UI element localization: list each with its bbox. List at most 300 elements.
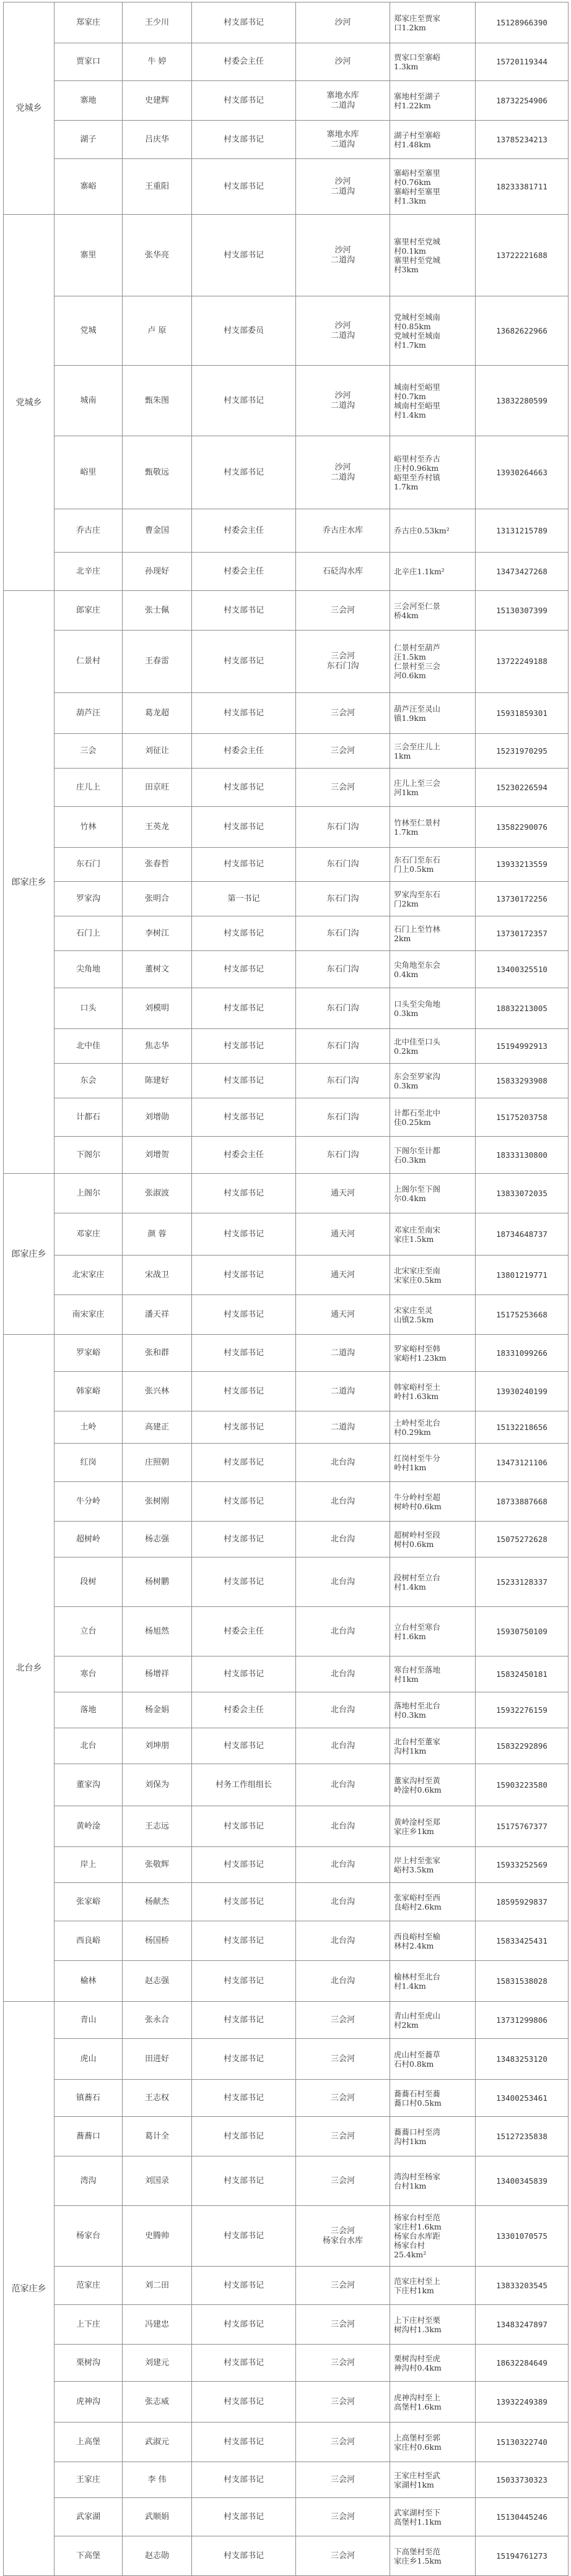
role-cell: 村支部书记 <box>192 1883 296 1921</box>
table-row <box>4 2423 569 2462</box>
village-cell: 湾沟 <box>54 2156 123 2206</box>
table-row <box>4 1656 569 1692</box>
river-cell: 通天河 <box>296 1256 390 1295</box>
river-cell: 沙河 二道沟 <box>296 436 390 509</box>
person-name-cell: 张敬辉 <box>123 1847 192 1883</box>
village-cell: 范家庄 <box>54 2267 123 2305</box>
river-cell: 三会河 <box>296 2382 390 2423</box>
phone-cell: 15130307399 <box>476 591 569 631</box>
table-row <box>4 1335 569 1372</box>
river-cell: 沙河 二道沟 <box>296 366 390 436</box>
role-cell: 村支部书记 <box>192 1806 296 1847</box>
role-cell: 村支部书记 <box>192 1656 296 1692</box>
table-row <box>4 693 569 734</box>
table-row <box>4 159 569 215</box>
route-cell: 计都石至北中 佳0.25km <box>390 1098 476 1137</box>
river-cell: 三会河 <box>296 2117 390 2156</box>
route-cell: 城南村至峪里 村0.7km 城南村至峪里 村1.4km <box>390 366 476 436</box>
role-cell: 村委会主任 <box>192 509 296 553</box>
route-cell: 牛分岭村至超 树岭村0.6km <box>390 1482 476 1522</box>
river-cell: 东石门沟 <box>296 848 390 882</box>
table-row <box>4 1728 569 1764</box>
river-cell: 三会河 <box>296 2039 390 2080</box>
role-cell: 村支部书记 <box>192 2206 296 2267</box>
person-name-cell: 张和群 <box>123 1335 192 1372</box>
river-cell: 北台沟 <box>296 1607 390 1656</box>
role-cell: 村支部书记 <box>192 1921 296 1961</box>
phone-cell: 15127235838 <box>476 2117 569 2156</box>
village-cell: 峪里 <box>54 436 123 509</box>
phone-cell: 15194761273 <box>476 2536 569 2576</box>
person-name-cell: 张树刚 <box>123 1482 192 1522</box>
table-row <box>4 807 569 848</box>
person-name-cell: 王春雷 <box>123 631 192 693</box>
route-cell: 乔古庄0.53km² <box>390 509 476 553</box>
role-cell: 村支部书记 <box>192 2462 296 2498</box>
village-cell: 牛分岭 <box>54 1482 123 1522</box>
person-name-cell: 李树江 <box>123 916 192 951</box>
town-cell: 范家庄乡 <box>4 2002 54 2576</box>
phone-cell: 13301070575 <box>476 2206 569 2267</box>
phone-cell: 18333130800 <box>476 1137 569 1174</box>
table-row <box>4 1372 569 1411</box>
phone-cell: 13400325510 <box>476 951 569 988</box>
table-row <box>4 1921 569 1961</box>
role-cell: 村支部书记 <box>192 1444 296 1482</box>
table-row <box>4 734 569 769</box>
table-row <box>4 882 569 916</box>
village-cell: 北辛庄 <box>54 553 123 591</box>
role-cell: 村支部书记 <box>192 1174 296 1213</box>
person-name-cell: 杨增祥 <box>123 1656 192 1692</box>
route-cell: 蕎蕎口村至湾 沟村1km <box>390 2117 476 2156</box>
village-contact-table <box>3 2 569 2576</box>
person-name-cell: 吕庆华 <box>123 121 192 159</box>
route-cell: 范家庄村至上 下庄村1km <box>390 2267 476 2305</box>
table-row <box>4 916 569 951</box>
person-name-cell: 宋战卫 <box>123 1256 192 1295</box>
role-cell: 村支部书记 <box>192 2002 296 2039</box>
phone-cell: 15932276159 <box>476 1692 569 1728</box>
person-name-cell: 张士佩 <box>123 591 192 631</box>
phone-cell: 13932249389 <box>476 2382 569 2423</box>
table-row <box>4 553 569 591</box>
river-cell: 北台沟 <box>296 1764 390 1806</box>
role-cell: 村支部书记 <box>192 1295 296 1335</box>
river-cell: 石砭沟水库 <box>296 553 390 591</box>
role-cell: 村支部书记 <box>192 1098 296 1137</box>
table-row <box>4 988 569 1029</box>
phone-cell: 18632284649 <box>476 2345 569 2382</box>
river-cell: 北台沟 <box>296 1883 390 1921</box>
village-cell: 韩家峪 <box>54 1372 123 1411</box>
role-cell: 村支部委员 <box>192 296 296 366</box>
phone-cell: 15233128337 <box>476 1557 569 1607</box>
person-name-cell: 史建辉 <box>123 81 192 121</box>
village-cell: 寨里 <box>54 215 123 296</box>
river-cell: 寨地水库 二道沟 <box>296 81 390 121</box>
role-cell: 村支部书记 <box>192 1064 296 1098</box>
village-cell: 郎家庄 <box>54 591 123 631</box>
route-cell: 寨峪村至寨里 村0.76km 寨峪村至寨里 村1.3km <box>390 159 476 215</box>
phone-cell: 13473427268 <box>476 553 569 591</box>
role-cell: 村支部书记 <box>192 2117 296 2156</box>
phone-cell: 18734648737 <box>476 1213 569 1256</box>
village-cell: 乔古庄 <box>54 509 123 553</box>
table-row <box>4 2305 569 2345</box>
table-row <box>4 366 569 436</box>
town-cell: 郎家庄乡 <box>4 591 54 1174</box>
table-row <box>4 631 569 693</box>
village-cell: 青山 <box>54 2002 123 2039</box>
table-row <box>4 1847 569 1883</box>
village-cell: 北宋家庄 <box>54 1256 123 1295</box>
person-name-cell: 王少川 <box>123 2 192 43</box>
phone-cell: 15833425431 <box>476 1921 569 1961</box>
table-row <box>4 2 569 43</box>
river-cell: 北台沟 <box>296 1806 390 1847</box>
person-name-cell: 王志权 <box>123 2080 192 2117</box>
route-cell: 寨里村至党城 村0.1km 寨里村至党城 村3km <box>390 215 476 296</box>
river-cell: 三会河 <box>296 2536 390 2576</box>
village-cell: 计都石 <box>54 1098 123 1137</box>
phone-cell: 18832213005 <box>476 988 569 1029</box>
role-cell: 村委会主任 <box>192 43 296 81</box>
person-name-cell: 张永合 <box>123 2002 192 2039</box>
person-name-cell: 史腾帅 <box>123 2206 192 2267</box>
village-cell: 立台 <box>54 1607 123 1656</box>
village-cell: 虎山 <box>54 2039 123 2080</box>
person-name-cell: 杨树鹏 <box>123 1557 192 1607</box>
river-cell: 北台沟 <box>296 1444 390 1482</box>
person-name-cell: 杨献杰 <box>123 1883 192 1921</box>
village-cell: 罗家峪 <box>54 1335 123 1372</box>
person-name-cell: 王英龙 <box>123 807 192 848</box>
person-name-cell: 董树文 <box>123 951 192 988</box>
person-name-cell: 王志远 <box>123 1806 192 1847</box>
role-cell: 村支部书记 <box>192 1522 296 1557</box>
route-cell: 上高堡村至郭 家庄村0.6km <box>390 2423 476 2462</box>
person-name-cell: 张春哲 <box>123 848 192 882</box>
phone-cell: 13785234213 <box>476 121 569 159</box>
role-cell: 村支部书记 <box>192 366 296 436</box>
river-cell: 北台沟 <box>296 1557 390 1607</box>
role-cell: 村支部书记 <box>192 591 296 631</box>
table-row <box>4 1064 569 1098</box>
river-cell: 三会河 <box>296 2345 390 2382</box>
role-cell: 村支部书记 <box>192 1335 296 1372</box>
village-cell: 尖角地 <box>54 951 123 988</box>
table-row <box>4 2536 569 2576</box>
river-cell: 北台沟 <box>296 1847 390 1883</box>
route-cell: 仁景村至葫芦 汪1.5km 仁景村至三会 河0.6km <box>390 631 476 693</box>
route-cell: 三会至庄儿上 1km <box>390 734 476 769</box>
river-cell: 通天河 <box>296 1213 390 1256</box>
person-name-cell: 李 伟 <box>123 2462 192 2498</box>
village-cell: 下阁尔 <box>54 1137 123 1174</box>
phone-cell: 15930750109 <box>476 1607 569 1656</box>
village-cell: 郑家庄 <box>54 2 123 43</box>
river-cell: 三会河 <box>296 734 390 769</box>
person-name-cell: 庄照朝 <box>123 1444 192 1482</box>
village-cell: 张家峪 <box>54 1883 123 1921</box>
route-cell: 东会至罗家沟 0.3km <box>390 1064 476 1098</box>
person-name-cell: 武顺娟 <box>123 2498 192 2536</box>
route-cell: 虎山村至蕎草 石村0.8km <box>390 2039 476 2080</box>
person-name-cell: 杨旭然 <box>123 1607 192 1656</box>
village-cell: 董家沟 <box>54 1764 123 1806</box>
phone-cell: 13473121106 <box>476 1444 569 1482</box>
person-name-cell: 杨国桥 <box>123 1921 192 1961</box>
table-row <box>4 2002 569 2039</box>
table-row <box>4 1098 569 1137</box>
role-cell: 村委会主任 <box>192 1607 296 1656</box>
role-cell: 村支部书记 <box>192 2080 296 2117</box>
table-row <box>4 121 569 159</box>
role-cell: 村务工作组组长 <box>192 1764 296 1806</box>
table-row <box>4 1557 569 1607</box>
village-cell: 上高堡 <box>54 2423 123 2462</box>
village-cell: 蕎蕎口 <box>54 2117 123 2156</box>
table-row <box>4 1295 569 1335</box>
person-name-cell: 刘二田 <box>123 2267 192 2305</box>
phone-cell: 15903223580 <box>476 1764 569 1806</box>
role-cell: 村支部书记 <box>192 81 296 121</box>
river-cell: 沙河 <box>296 43 390 81</box>
route-cell: 王家庄村至武 家湖村1km <box>390 2462 476 2498</box>
phone-cell: 13722221688 <box>476 215 569 296</box>
route-cell: 邓家庄至南宋 家庄1.5km <box>390 1213 476 1256</box>
village-cell: 葫芦汪 <box>54 693 123 734</box>
phone-cell: 15931859301 <box>476 693 569 734</box>
table-row <box>4 1482 569 1522</box>
role-cell: 村支部书记 <box>192 2345 296 2382</box>
route-cell: 落地村至北台 村0.3km <box>390 1692 476 1728</box>
role-cell: 村支部书记 <box>192 2536 296 2576</box>
river-cell: 三会河 <box>296 2305 390 2345</box>
route-cell: 虎神沟村至上 高堡村1.6km <box>390 2382 476 2423</box>
phone-cell: 15230226594 <box>476 769 569 807</box>
person-name-cell: 高建正 <box>123 1411 192 1444</box>
river-cell: 三会河 <box>296 591 390 631</box>
phone-cell: 15075272628 <box>476 1522 569 1557</box>
river-cell: 三会河 <box>296 769 390 807</box>
role-cell: 村支部书记 <box>192 1557 296 1607</box>
phone-cell: 13682622966 <box>476 296 569 366</box>
route-cell: 三会河至仁景 桥4km <box>390 591 476 631</box>
river-cell: 东石门沟 <box>296 1098 390 1137</box>
river-cell: 北台沟 <box>296 1656 390 1692</box>
role-cell: 村支部书记 <box>192 1482 296 1522</box>
person-name-cell: 刘增勋 <box>123 1098 192 1137</box>
route-cell: 罗家沟至东石 门2km <box>390 882 476 916</box>
village-cell: 罗家沟 <box>54 882 123 916</box>
person-name-cell: 孙现好 <box>123 553 192 591</box>
phone-cell: 13933213559 <box>476 848 569 882</box>
role-cell: 村支部书记 <box>192 2382 296 2423</box>
role-cell: 村支部书记 <box>192 159 296 215</box>
table-row <box>4 509 569 553</box>
phone-cell: 15933252569 <box>476 1847 569 1883</box>
route-cell: 立台村至寒台 村1.6km <box>390 1607 476 1656</box>
river-cell: 通天河 <box>296 1295 390 1335</box>
person-name-cell: 冯建忠 <box>123 2305 192 2345</box>
phone-cell: 13483253120 <box>476 2039 569 2080</box>
role-cell: 村委会主任 <box>192 1692 296 1728</box>
route-cell: 土岭村至北台 村0.29km <box>390 1411 476 1444</box>
phone-cell: 15033730323 <box>476 2462 569 2498</box>
phone-cell: 13833203545 <box>476 2267 569 2305</box>
table-row <box>4 81 569 121</box>
village-cell: 段树 <box>54 1557 123 1607</box>
route-cell: 北宋家庄至南 宋家庄0.5km <box>390 1256 476 1295</box>
town-cell: 北台乡 <box>4 1335 54 2002</box>
person-name-cell: 牛 婷 <box>123 43 192 81</box>
role-cell: 村支部书记 <box>192 2498 296 2536</box>
person-name-cell: 杨志强 <box>123 1522 192 1557</box>
route-cell: 北台村至董家 沟村1km <box>390 1728 476 1764</box>
person-name-cell: 王重阳 <box>123 159 192 215</box>
village-cell: 党城 <box>54 296 123 366</box>
route-cell: 口头至尖角地 0.3km <box>390 988 476 1029</box>
person-name-cell: 刘坤朋 <box>123 1728 192 1764</box>
role-cell: 村支部书记 <box>192 769 296 807</box>
route-cell: 张家峪村至西 良峪村2.6km <box>390 1883 476 1921</box>
table-row <box>4 591 569 631</box>
route-cell: 黄岭淦村至郑 家庄乡1km <box>390 1806 476 1847</box>
river-cell: 东石门沟 <box>296 988 390 1029</box>
river-cell: 北台沟 <box>296 1921 390 1961</box>
river-cell: 东石门沟 <box>296 1137 390 1174</box>
role-cell: 村委会主任 <box>192 1137 296 1174</box>
table-row <box>4 951 569 988</box>
route-cell: 超树岭村至段 树村0.6km <box>390 1522 476 1557</box>
route-cell: 武家湖村至下 高堡村1.1km <box>390 2498 476 2536</box>
river-cell: 东石门沟 <box>296 1064 390 1098</box>
role-cell: 村支部书记 <box>192 1847 296 1883</box>
village-cell: 东石门 <box>54 848 123 882</box>
river-cell: 三会河 <box>296 2423 390 2462</box>
role-cell: 村支部书记 <box>192 1029 296 1064</box>
river-cell: 东石门沟 <box>296 1029 390 1064</box>
river-cell: 三会河 <box>296 2002 390 2039</box>
phone-cell: 13930240199 <box>476 1372 569 1411</box>
village-cell: 湖子 <box>54 121 123 159</box>
village-cell: 贾家口 <box>54 43 123 81</box>
person-name-cell: 张明合 <box>123 882 192 916</box>
phone-cell: 13730172357 <box>476 916 569 951</box>
village-cell: 西良峪 <box>54 1921 123 1961</box>
route-cell: 韩家峪村至土 岭村1.63km <box>390 1372 476 1411</box>
river-cell: 二道沟 <box>296 1411 390 1444</box>
phone-cell: 15175253668 <box>476 1295 569 1335</box>
village-cell: 城南 <box>54 366 123 436</box>
table-row <box>4 43 569 81</box>
role-cell: 村委会主任 <box>192 734 296 769</box>
person-name-cell: 张兴林 <box>123 1372 192 1411</box>
route-cell: 红岗村至牛分 岭村1km <box>390 1444 476 1482</box>
role-cell: 村支部书记 <box>192 121 296 159</box>
role-cell: 第一书记 <box>192 882 296 916</box>
route-cell: 贾家口至寨峪 1.3km <box>390 43 476 81</box>
village-cell: 口头 <box>54 988 123 1029</box>
table-row <box>4 1444 569 1482</box>
village-cell: 寨峪 <box>54 159 123 215</box>
table-row <box>4 1961 569 2002</box>
phone-cell: 15833293908 <box>476 1064 569 1098</box>
route-cell: 董家沟村至黄 岭淦村0.6km <box>390 1764 476 1806</box>
phone-cell: 15832292896 <box>476 1728 569 1764</box>
table-row <box>4 2117 569 2156</box>
route-cell: 杨家台村至范 家庄村1.6km 杨家台水库距 杨家台村 25.4km² <box>390 2206 476 2267</box>
village-cell: 虎神沟 <box>54 2382 123 2423</box>
river-cell: 三会河 <box>296 693 390 734</box>
route-cell: 竹林至仁景村 1.7km <box>390 807 476 848</box>
person-name-cell: 刘增贺 <box>123 1137 192 1174</box>
table-row <box>4 296 569 366</box>
village-cell: 土岭 <box>54 1411 123 1444</box>
route-cell: 峪里村至乔古 庄村0.96km 峪里至乔村镇 1.7km <box>390 436 476 509</box>
river-cell: 三会河 <box>296 2156 390 2206</box>
town-cell: 郎家庄乡 <box>4 1174 54 1335</box>
river-cell: 沙河 二道沟 <box>296 215 390 296</box>
phone-cell: 13722249188 <box>476 631 569 693</box>
river-cell: 东石门沟 <box>296 807 390 848</box>
route-cell: 榆林村至北台 村1.4km <box>390 1961 476 2002</box>
village-cell: 庄儿上 <box>54 769 123 807</box>
river-cell: 三会河 <box>296 2462 390 2498</box>
table-row <box>4 1522 569 1557</box>
phone-cell: 18331099266 <box>476 1335 569 1372</box>
phone-cell: 15832450181 <box>476 1656 569 1692</box>
table-row <box>4 1256 569 1295</box>
route-cell: 上下庄村至栗 树沟村1.3km <box>390 2305 476 2345</box>
person-name-cell: 杨金娟 <box>123 1692 192 1728</box>
role-cell: 村支部书记 <box>192 631 296 693</box>
table-row <box>4 1692 569 1728</box>
route-cell: 北辛庄1.1km² <box>390 553 476 591</box>
route-cell: 蕎蕎石村至蕎 蕎口村0.5km <box>390 2080 476 2117</box>
role-cell: 村支部书记 <box>192 2305 296 2345</box>
person-name-cell: 武淑元 <box>123 2423 192 2462</box>
village-cell: 上下庄 <box>54 2305 123 2345</box>
role-cell: 村支部书记 <box>192 1256 296 1295</box>
person-name-cell: 甄朱图 <box>123 366 192 436</box>
river-cell: 北台沟 <box>296 1961 390 2002</box>
route-cell: 段树村至立台 村1.4km <box>390 1557 476 1607</box>
role-cell: 村支部书记 <box>192 1372 296 1411</box>
phone-cell: 13731299806 <box>476 2002 569 2039</box>
river-cell: 东石门沟 <box>296 951 390 988</box>
village-cell: 南宋家庄 <box>54 1295 123 1335</box>
table-row <box>4 2345 569 2382</box>
village-cell: 镇蕎石 <box>54 2080 123 2117</box>
phone-cell: 13832280599 <box>476 366 569 436</box>
phone-cell: 15175203758 <box>476 1098 569 1137</box>
phone-cell: 13801219771 <box>476 1256 569 1295</box>
table-row <box>4 2156 569 2206</box>
phone-cell: 15128966390 <box>476 2 569 43</box>
table-row <box>4 1764 569 1806</box>
route-cell: 西良峪村至榆 林村2.4km <box>390 1921 476 1961</box>
role-cell: 村支部书记 <box>192 988 296 1029</box>
role-cell: 村支部书记 <box>192 807 296 848</box>
village-cell: 王家庄 <box>54 2462 123 2498</box>
route-cell: 尖角地至东会 0.4km <box>390 951 476 988</box>
table-row <box>4 1411 569 1444</box>
village-cell: 邓家庄 <box>54 1213 123 1256</box>
phone-cell: 15175767377 <box>476 1806 569 1847</box>
